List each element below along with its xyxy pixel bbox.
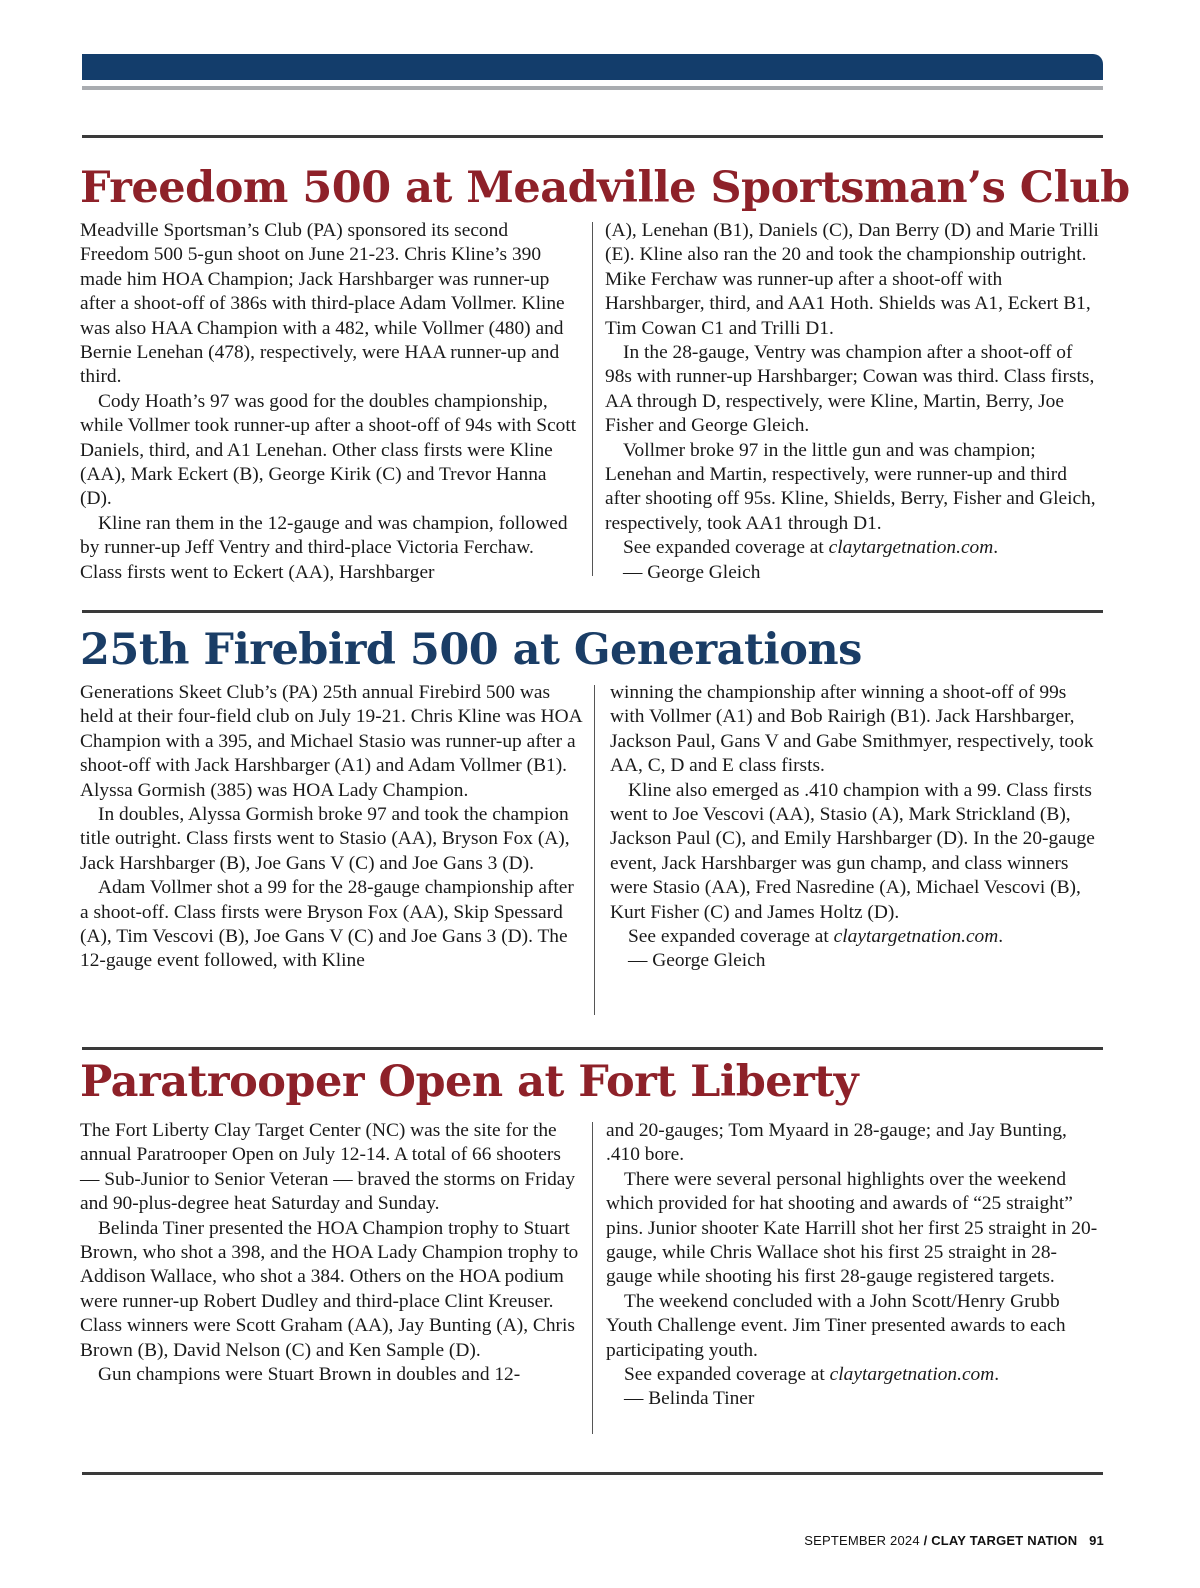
column-divider [592, 1122, 593, 1434]
coverage-suffix: . [998, 926, 1004, 948]
column-divider [594, 685, 595, 1015]
paragraph: Generations Skeet Club’s (PA) 25th annual Firebird 500 was held at their four-field club on July 19-21. Chris Kline was HOA Champion with a 395, and Michael Stasio was runner-up after a shoot-off with Jack Harshbarger (A1) and Adam Vollmer (B1). Alyssa Gormish (385) was HOA Lady Champion. [80, 682, 582, 801]
footer-magazine: CLAY TARGET NATION [931, 1533, 1078, 1548]
header-color-bar [82, 54, 1103, 80]
paragraph: and 20-gauges; Tom Myaard in 28-gauge; and Jay Bunting, .410 bore. [606, 1120, 1067, 1166]
coverage-note [606, 1363, 1103, 1387]
paragraph: Meadville Sportsman’s Club (PA) sponsored its second Freedom 500 5-gun shoot on June 21-23. Chris Kline’s 390 made him HOA Champion; Jack Harshbarger was runner-up after a shoot-off of 386s with third-place Adam Vollmer. Kline was also HAA Champion with a 482, while Vollmer (480) and Bernie Lenehan (478), respectively, were HAA runner-up and third. [80, 220, 565, 388]
paragraph: In the 28-gauge, Ventry was champion after a shoot-off of 98s with runner-up Harshbarger; Cowan was third. Class firsts, AA through D, respectively, were Kline, Martin, Berry, Joe Fisher and George Gleich. [605, 342, 1095, 437]
section-rule [82, 135, 1103, 138]
header-gray-line [82, 86, 1103, 90]
coverage-prefix: See expanded coverage at [624, 1364, 830, 1386]
byline: — George Gleich [623, 561, 761, 583]
paragraph: (A), Lenehan (B1), Daniels (C), Dan Berry (D) and Marie Trilli (E). Kline also ran the 20 and took the championship outright. Mike Ferchaw was runner-up after a shoot-off with Harshbarger, third, and AA1 Hoth. Shields was A1, Eckert B1, Tim Cowan C1 and Trilli D1. [605, 220, 1099, 339]
article-column-right [606, 1119, 1103, 1412]
coverage-suffix: . [993, 537, 999, 559]
coverage-link[interactable]: claytargetnation.com [828, 537, 994, 559]
paragraph: The Fort Liberty Clay Target Center (NC) was the site for the annual Paratrooper Open on July 12-14. A total of 66 shooters — Sub-Junior to Senior Veteran — braved the storms on Friday and 90-plus-degree heat Saturday and Sunday. [80, 1120, 576, 1215]
paragraph: In doubles, Alyssa Gormish broke 97 and took the champion title outright. Class firsts went to Stasio (AA), Bryson Fox (A), Jack Harshbarger (B), Joe Gans V (C) and Joe Gans 3 (D). [80, 804, 570, 874]
coverage-prefix: See expanded coverage at [623, 537, 829, 559]
article-column-left [80, 1119, 580, 1387]
paragraph: Belinda Tiner presented the HOA Champion trophy to Stuart Brown, who shot a 398, and the HOA Lady Champion trophy to Addison Wallace, who shot a 384. Others on the HOA podium were runner-up Robert Dudley and third-place Clint Kreuser. Class winners were Scott Graham (AA), Jay Bunting (A), Chris Brown (B), David Nelson (C) and Ken Sample (D). [80, 1217, 579, 1361]
paragraph: winning the championship after winning a shoot-off of 99s with Vollmer (A1) and Bob Rairigh (B1). Jack Harshbarger, Jackson Paul, Gans V and Gabe Smithmyer, respectively, took AA, C, D and E class firsts. [610, 682, 1094, 777]
paragraph: Adam Vollmer shot a 99 for the 28-gauge championship after a shoot-off. Class firsts were Bryson Fox (AA), Skip Spessard (A), Tim Vescovi (B), Joe Gans V (C) and Joe Gans 3 (D). The 12-gauge event followed, with Kline [80, 877, 574, 972]
coverage-note [610, 925, 1103, 949]
paragraph: Gun champions were Stuart Brown in doubles and 12- [98, 1364, 521, 1386]
article-column-left [80, 219, 578, 585]
byline: — George Gleich [628, 950, 766, 972]
paragraph: Kline ran them in the 12-gauge and was champion, followed by runner-up Jeff Ventry and third-place Victoria Ferchaw. Class firsts went to Eckert (AA), Harshbarger [80, 512, 568, 583]
footer-separator: / [923, 1533, 928, 1548]
article-column-right [610, 681, 1103, 974]
article-column-right [605, 219, 1103, 585]
section-rule [82, 610, 1103, 613]
coverage-prefix: See expanded coverage at [628, 926, 834, 948]
page-number: 91 [1089, 1533, 1104, 1548]
coverage-suffix: . [994, 1364, 1000, 1386]
section-rule [82, 1047, 1103, 1050]
coverage-note [605, 536, 1103, 560]
footer-date: SEPTEMBER 2024 [804, 1533, 920, 1548]
paragraph: Kline also emerged as .410 champion with a 99. Class firsts went to Joe Vescovi (AA), Stasio (A), Mark Strickland (B), Jackson Paul (C), and Emily Harshbarger (D). In the 20-gauge event, Jack Harshbarger was gun champ, and class winners were Stasio (AA), Fred Nasredine (A), Michael Vescovi (B), Kurt Fisher (C) and James Holtz (D). [610, 779, 1095, 923]
byline: — Belinda Tiner [624, 1388, 755, 1410]
paragraph: Vollmer broke 97 in the little gun and was champion; Lenehan and Martin, respectively, were runner-up and third after shooting off 95s. Kline, Shields, Berry, Fisher and Gleich, respectively, took AA1 through D1. [605, 439, 1096, 534]
article-title: 25th Firebird 500 at Generations [80, 625, 862, 675]
coverage-link[interactable]: claytargetnation.com [833, 926, 999, 948]
paragraph: Cody Hoath’s 97 was good for the doubles championship, while Vollmer took runner-up after a shoot-off of 94s with Scott Daniels, third, and A1 Lenehan. Other class firsts were Kline (AA), Mark Eckert (B), George Kirik (C) and Trevor Hanna (D). [80, 390, 577, 510]
bottom-rule [82, 1472, 1103, 1475]
column-divider [592, 222, 593, 576]
page-footer [804, 1533, 1104, 1548]
article-title: Freedom 500 at Meadville Sportsman’s Club [80, 163, 1130, 213]
coverage-link[interactable]: claytargetnation.com [829, 1364, 995, 1386]
paragraph: The weekend concluded with a John Scott/Henry Grubb Youth Challenge event. Jim Tiner presented awards to each participating youth. [606, 1290, 1066, 1361]
paragraph: There were several personal highlights over the weekend which provided for hat shooting and awards of “25 straight” pins. Junior shooter Kate Harrill shot her first 25 straight in 20-gauge, while Chris Wallace shot his first 25 straight in 28-gauge while shooting his first 28-gauge registered targets. [606, 1168, 1098, 1288]
article-title: Paratrooper Open at Fort Liberty [80, 1057, 859, 1107]
article-column-left [80, 681, 584, 974]
